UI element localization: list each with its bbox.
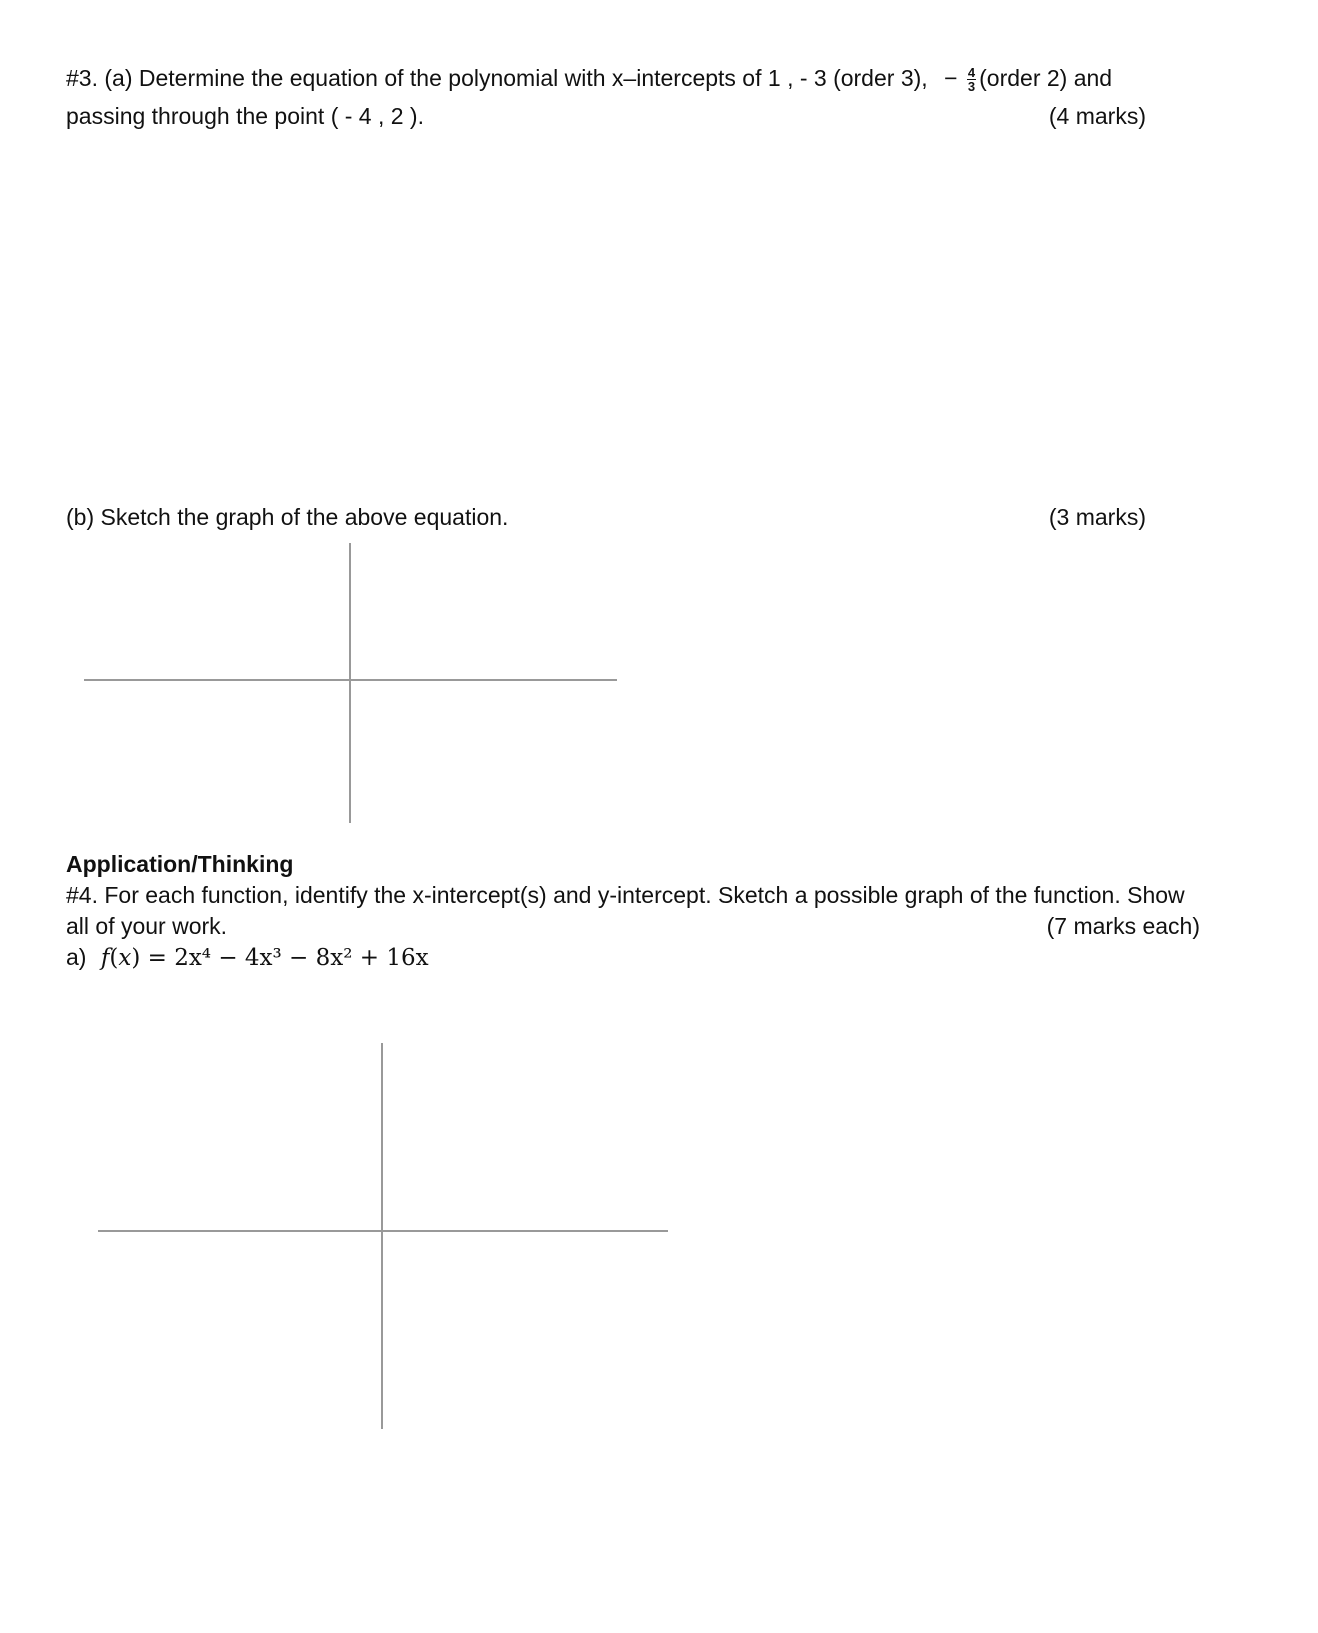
q4-part-a-label: a) — [66, 944, 87, 970]
function-expression: = 2x⁴ − 4x³ − 8x² + 16x — [147, 945, 429, 971]
q3-minus-sign: − — [944, 65, 958, 91]
q3-part-a-line1 — [66, 64, 1112, 93]
q3-part-a-marks: (4 marks) — [1048, 103, 1146, 129]
q3-part-a-text: #3. (a) Determine the equation of the polynomial with x–intercepts of 1 , - 3 (order 3), — [66, 65, 928, 91]
q4-line2: all of your work. — [66, 913, 228, 939]
function-name: f — [100, 945, 110, 971]
section-heading: Application/Thinking — [66, 851, 294, 877]
q3-part-b-text: (b) Sketch the graph of the above equation. — [66, 504, 509, 530]
q3-part-a-line2: passing through the point ( - 4 , 2 ). — [66, 103, 424, 129]
q3-fraction-denominator: 3 — [967, 79, 976, 95]
q3-fraction — [967, 66, 976, 93]
q4-marks: (7 marks each) — [1046, 913, 1200, 939]
q4-part-a-equation: f(x) = 2x⁴ − 4x³ − 8x² + 16x — [100, 945, 429, 971]
x-axis-line — [98, 1230, 668, 1232]
q3-part-a-tail: (order 2) and — [979, 65, 1113, 91]
q4-line1: #4. For each function, identify the x-intercept(s) and y-intercept. Sketch a possible graph of the function. Show — [66, 882, 1185, 908]
q3-fraction-numerator: 4 — [967, 65, 976, 81]
function-variable: x — [118, 945, 132, 971]
y-axis-line — [381, 1043, 383, 1429]
y-axis-line — [349, 543, 351, 823]
q3-part-b-marks: (3 marks) — [1048, 504, 1146, 530]
q4-part-a — [66, 943, 429, 972]
